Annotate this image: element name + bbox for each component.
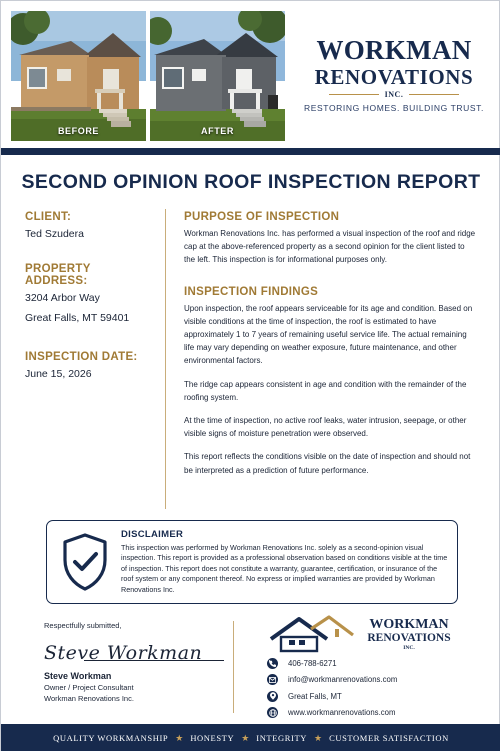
star-icon: ★ — [175, 732, 184, 743]
footer-column-divider — [233, 621, 234, 713]
brand-inc-row — [297, 90, 491, 99]
findings-paragraph: Upon inspection, the roof appears serviceable for its age and condition. Based on visible conditions at the time of inspection, the roof is estimated to have approximately 1 to 7 years of remaining useful service life. The actual remaining life may vary depending on weather exposure, future maintenance, and other environmental factors. — [184, 303, 473, 366]
findings-paragraph: This report reflects the conditions visible on the date of inspection and should not be interpreted as a prediction of future performance. — [184, 452, 471, 475]
brand-inc: INC. — [384, 90, 404, 99]
inspection-date-label: INSPECTION DATE: — [25, 351, 138, 363]
globe-icon — [267, 707, 278, 718]
property-address-line1: 3204 Arbor Way — [25, 292, 100, 304]
client-value: Ted Szudera — [25, 228, 84, 240]
disclaimer-box — [46, 520, 458, 604]
report-details — [25, 211, 155, 383]
findings-paragraph: The ridge cap appears consistent in age and condition with the remainder of the roofing system. — [184, 379, 467, 402]
footer-value: CUSTOMER SATISFACTION — [329, 733, 449, 743]
contact-brand-inc: INC. — [403, 645, 415, 651]
signature-block — [44, 621, 224, 703]
findings-heading: INSPECTION FINDINGS — [184, 285, 319, 298]
contact-email[interactable] — [267, 672, 467, 689]
property-address-line2: Great Falls, MT 59401 — [25, 312, 130, 324]
purpose-heading: PURPOSE OF INSPECTION — [184, 211, 340, 223]
signer-name: Steve Workman — [44, 671, 112, 681]
website-url: www.workmanrenovations.com — [288, 708, 396, 718]
report-title: SECOND OPINION ROOF INSPECTION REPORT — [21, 171, 481, 193]
after-photo — [150, 11, 285, 141]
brand-name-line1: WORKMAN — [316, 35, 472, 65]
contact-logo-text — [359, 617, 459, 651]
contact-brand-line1: WORKMAN — [369, 617, 449, 632]
footer-values-bar — [1, 724, 500, 751]
contact-logo — [269, 613, 459, 653]
contact-location — [267, 688, 467, 705]
signer-company: Workman Renovations Inc. — [44, 694, 134, 703]
footer-value: QUALITY WORKMANSHIP — [53, 733, 169, 743]
house-logo-icon — [269, 615, 355, 658]
property-address-label: PROPERTY ADDRESS: — [25, 263, 91, 287]
brand-rule-right — [409, 94, 459, 95]
before-label: BEFORE — [57, 126, 100, 136]
findings-paragraph: At the time of inspection, no active roof leaks, water intrusion, seepage, or other visible signs of moisture penetration were observed. — [184, 416, 467, 439]
shield-check-icon — [61, 533, 109, 596]
after-label: AFTER — [201, 126, 234, 136]
location-text: Great Falls, MT — [288, 691, 342, 701]
signer-role: Owner / Project Consultant — [44, 683, 134, 692]
phone-number: 406-788-6271 — [288, 658, 337, 668]
before-photo — [11, 11, 146, 141]
brand-rule-left — [329, 94, 379, 95]
inspection-date-value: June 15, 2026 — [25, 368, 92, 380]
email-address: info@workmanrenovations.com — [288, 675, 398, 685]
location-pin-icon — [267, 691, 278, 702]
disclaimer-text: This inspection was performed by Workman Renovations Inc. solely as a second-opinion visual inspection. This report is provided as a professional observation based on conditions visible at the time of inspection. This report does not constitute a warranty, guarantee, certification, or insurance of the roof system or any component thereof. No express or implied warranties are provided by Workman Renovations Inc. — [121, 543, 448, 594]
client-label: CLIENT: — [25, 211, 72, 223]
column-divider — [165, 209, 166, 509]
footer-value: INTEGRITY — [256, 733, 307, 743]
footer-value: HONESTY — [190, 733, 235, 743]
contact-list — [267, 655, 467, 721]
report-body — [184, 211, 476, 477]
header-divider-bar — [1, 148, 500, 155]
company-logo — [297, 35, 491, 113]
contact-brand-line2: RENOVATIONS — [367, 632, 451, 644]
contact-phone[interactable] — [267, 655, 467, 672]
phone-icon — [267, 658, 278, 669]
brand-tagline: RESTORING HOMES. BUILDING TRUST. — [304, 103, 484, 113]
contact-website[interactable] — [267, 705, 467, 722]
purpose-text: Workman Renovations Inc. has performed a visual inspection of the roof and ridge cap at the above-referenced property as a second opinion for the client listed to the left. This inspection is for informational purposes only. — [184, 229, 476, 265]
star-icon: ★ — [241, 732, 250, 743]
handwritten-signature: Steve Workman — [44, 642, 203, 664]
star-icon: ★ — [314, 732, 323, 743]
closing-text: Respectfully submitted, — [44, 621, 122, 630]
report-header — [1, 1, 500, 149]
disclaimer-heading: DISCLAIMER — [121, 529, 184, 540]
email-icon — [267, 674, 278, 685]
brand-name-line2: RENOVATIONS — [314, 65, 474, 89]
